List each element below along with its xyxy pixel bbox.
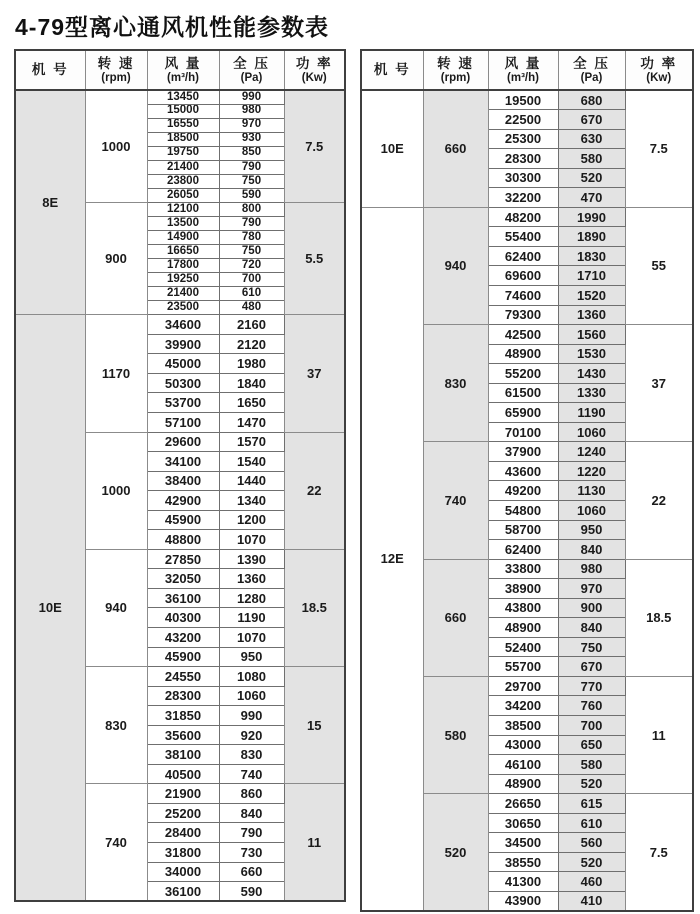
- pressure-cell: 1280: [219, 588, 284, 608]
- power-cell: 18.5: [625, 559, 693, 676]
- rpm-cell: 830: [423, 325, 488, 442]
- table-header: [15, 50, 345, 90]
- pressure-cell: 980: [219, 104, 284, 118]
- airflow-cell: 30300: [488, 168, 558, 188]
- airflow-cell: 65900: [488, 403, 558, 423]
- airflow-cell: 43200: [147, 628, 219, 648]
- airflow-cell: 38400: [147, 471, 219, 491]
- pressure-cell: 900: [558, 598, 625, 618]
- header-row: [15, 50, 345, 90]
- airflow-cell: 16550: [147, 118, 219, 132]
- airflow-cell: 40300: [147, 608, 219, 628]
- airflow-cell: 48900: [488, 618, 558, 638]
- pressure-cell: 480: [219, 301, 284, 315]
- pressure-cell: 610: [558, 813, 625, 833]
- airflow-cell: 52400: [488, 637, 558, 657]
- fan-spec-table-right: [360, 49, 694, 912]
- table-header: [361, 50, 693, 90]
- pressure-cell: 470: [558, 188, 625, 208]
- airflow-cell: 22500: [488, 110, 558, 130]
- pressure-cell: 1060: [219, 686, 284, 706]
- airflow-cell: 43800: [488, 598, 558, 618]
- airflow-cell: 38550: [488, 852, 558, 872]
- model-cell: 12E: [361, 207, 423, 911]
- airflow-cell: 23500: [147, 301, 219, 315]
- airflow-cell: 31800: [147, 843, 219, 863]
- model-cell: 8E: [15, 90, 85, 315]
- pressure-cell: 650: [558, 735, 625, 755]
- airflow-cell: 34100: [147, 452, 219, 472]
- pressure-cell: 520: [558, 168, 625, 188]
- airflow-cell: 42500: [488, 325, 558, 345]
- power-cell: 11: [284, 784, 345, 901]
- airflow-cell: 48900: [488, 344, 558, 364]
- airflow-cell: 55700: [488, 657, 558, 677]
- power-cell: 37: [284, 315, 345, 432]
- pressure-cell: 580: [558, 149, 625, 169]
- airflow-cell: 62400: [488, 540, 558, 560]
- airflow-cell: 34600: [147, 315, 219, 335]
- pressure-cell: 840: [558, 540, 625, 560]
- power-cell: 22: [284, 432, 345, 549]
- airflow-cell: 21900: [147, 784, 219, 804]
- airflow-cell: 45900: [147, 510, 219, 530]
- power-cell: 18.5: [284, 549, 345, 666]
- airflow-cell: 27850: [147, 549, 219, 569]
- pressure-cell: 410: [558, 891, 625, 911]
- power-cell: 7.5: [625, 90, 693, 207]
- rpm-cell: 1000: [85, 432, 147, 549]
- airflow-cell: 38900: [488, 579, 558, 599]
- airflow-cell: 25200: [147, 803, 219, 823]
- airflow-cell: 43000: [488, 735, 558, 755]
- pressure-cell: 1360: [558, 305, 625, 325]
- pressure-cell: 860: [219, 784, 284, 804]
- pressure-cell: 610: [219, 287, 284, 301]
- airflow-cell: 19250: [147, 273, 219, 287]
- table-row: [15, 90, 345, 104]
- pressure-cell: 1890: [558, 227, 625, 247]
- pressure-cell: 750: [219, 174, 284, 188]
- pressure-cell: 460: [558, 872, 625, 892]
- pressure-cell: 790: [219, 216, 284, 230]
- airflow-cell: 30650: [488, 813, 558, 833]
- pressure-cell: 590: [219, 188, 284, 202]
- airflow-cell: 58700: [488, 520, 558, 540]
- power-cell: 7.5: [284, 90, 345, 202]
- airflow-cell: 14900: [147, 230, 219, 244]
- airflow-cell: 38500: [488, 716, 558, 736]
- rpm-cell: 940: [423, 207, 488, 324]
- table-body: [15, 90, 345, 901]
- pressure-cell: 660: [219, 862, 284, 882]
- pressure-cell: 700: [558, 716, 625, 736]
- pressure-cell: 1190: [219, 608, 284, 628]
- pressure-cell: 2160: [219, 315, 284, 335]
- airflow-cell: 38100: [147, 745, 219, 765]
- airflow-cell: 45000: [147, 354, 219, 374]
- power-cell: 22: [625, 442, 693, 559]
- col-header-airflow: 风 量 (m³/h): [488, 50, 558, 90]
- airflow-cell: 49200: [488, 481, 558, 501]
- pressure-cell: 1360: [219, 569, 284, 589]
- airflow-cell: 62400: [488, 246, 558, 266]
- airflow-cell: 41300: [488, 872, 558, 892]
- airflow-cell: 36100: [147, 588, 219, 608]
- pressure-cell: 990: [219, 706, 284, 726]
- pressure-cell: 840: [558, 618, 625, 638]
- airflow-cell: 48900: [488, 774, 558, 794]
- pressure-cell: 520: [558, 852, 625, 872]
- pressure-cell: 670: [558, 110, 625, 130]
- pressure-cell: 1330: [558, 383, 625, 403]
- airflow-cell: 35600: [147, 725, 219, 745]
- airflow-cell: 26050: [147, 188, 219, 202]
- col-header-rpm: 转 速 (rpm): [85, 50, 147, 90]
- power-cell: 55: [625, 207, 693, 324]
- pressure-cell: 950: [219, 647, 284, 667]
- airflow-cell: 23800: [147, 174, 219, 188]
- airflow-cell: 70100: [488, 422, 558, 442]
- pressure-cell: 1060: [558, 500, 625, 520]
- airflow-cell: 34000: [147, 862, 219, 882]
- col-header-power: 功 率 (Kw): [625, 50, 693, 90]
- airflow-cell: 21400: [147, 287, 219, 301]
- airflow-cell: 16650: [147, 245, 219, 259]
- pressure-cell: 615: [558, 794, 625, 814]
- rpm-cell: 1000: [85, 90, 147, 202]
- pressure-cell: 730: [219, 843, 284, 863]
- pressure-cell: 850: [219, 146, 284, 160]
- pressure-cell: 830: [219, 745, 284, 765]
- pressure-cell: 1570: [219, 432, 284, 452]
- pressure-cell: 740: [219, 764, 284, 784]
- pressure-cell: 1080: [219, 667, 284, 687]
- pressure-cell: 770: [558, 676, 625, 696]
- airflow-cell: 55200: [488, 364, 558, 384]
- airflow-cell: 32200: [488, 188, 558, 208]
- rpm-cell: 660: [423, 90, 488, 207]
- airflow-cell: 29700: [488, 676, 558, 696]
- power-cell: 15: [284, 667, 345, 784]
- airflow-cell: 54800: [488, 500, 558, 520]
- airflow-cell: 19750: [147, 146, 219, 160]
- airflow-cell: 40500: [147, 764, 219, 784]
- airflow-cell: 13500: [147, 216, 219, 230]
- pressure-cell: 670: [558, 657, 625, 677]
- airflow-cell: 15000: [147, 104, 219, 118]
- airflow-cell: 53700: [147, 393, 219, 413]
- pressure-cell: 750: [219, 245, 284, 259]
- airflow-cell: 39900: [147, 334, 219, 354]
- rpm-cell: 830: [85, 667, 147, 784]
- airflow-cell: 57100: [147, 412, 219, 432]
- airflow-cell: 69600: [488, 266, 558, 286]
- airflow-cell: 43600: [488, 461, 558, 481]
- airflow-cell: 50300: [147, 373, 219, 393]
- col-header-rpm: 转 速 (rpm): [423, 50, 488, 90]
- pressure-cell: 520: [558, 774, 625, 794]
- pressure-cell: 1990: [558, 207, 625, 227]
- model-cell: 10E: [15, 315, 85, 901]
- pressure-cell: 1200: [219, 510, 284, 530]
- airflow-cell: 28300: [147, 686, 219, 706]
- pressure-cell: 750: [558, 637, 625, 657]
- power-cell: 5.5: [284, 202, 345, 314]
- col-header-model: 机 号: [361, 50, 423, 90]
- airflow-cell: 17800: [147, 259, 219, 273]
- airflow-cell: 26650: [488, 794, 558, 814]
- airflow-cell: 45900: [147, 647, 219, 667]
- pressure-cell: 1240: [558, 442, 625, 462]
- pressure-cell: 840: [219, 803, 284, 823]
- rpm-cell: 660: [423, 559, 488, 676]
- pressure-cell: 970: [558, 579, 625, 599]
- pressure-cell: 590: [219, 882, 284, 902]
- pressure-cell: 1650: [219, 393, 284, 413]
- airflow-cell: 79300: [488, 305, 558, 325]
- pressure-cell: 1470: [219, 412, 284, 432]
- rpm-cell: 580: [423, 676, 488, 793]
- airflow-cell: 18500: [147, 132, 219, 146]
- pressure-cell: 950: [558, 520, 625, 540]
- pressure-cell: 1430: [558, 364, 625, 384]
- pressure-cell: 970: [219, 118, 284, 132]
- airflow-cell: 19500: [488, 90, 558, 110]
- rpm-cell: 940: [85, 549, 147, 666]
- pressure-cell: 1840: [219, 373, 284, 393]
- airflow-cell: 61500: [488, 383, 558, 403]
- airflow-cell: 34200: [488, 696, 558, 716]
- pressure-cell: 630: [558, 129, 625, 149]
- rpm-cell: 900: [85, 202, 147, 314]
- airflow-cell: 48200: [488, 207, 558, 227]
- rpm-cell: 1170: [85, 315, 147, 432]
- pressure-cell: 1070: [219, 628, 284, 648]
- page-title: 4-79型离心通风机性能参数表: [15, 14, 330, 40]
- pressure-cell: 920: [219, 725, 284, 745]
- rpm-cell: 740: [85, 784, 147, 901]
- airflow-cell: 21400: [147, 160, 219, 174]
- airflow-cell: 55400: [488, 227, 558, 247]
- pressure-cell: 1130: [558, 481, 625, 501]
- pressure-cell: 1070: [219, 530, 284, 550]
- pressure-cell: 800: [219, 202, 284, 216]
- header-row: [361, 50, 693, 90]
- airflow-cell: 33800: [488, 559, 558, 579]
- tables-container: [0, 49, 700, 912]
- airflow-cell: 46100: [488, 755, 558, 775]
- airflow-cell: 36100: [147, 882, 219, 902]
- airflow-cell: 74600: [488, 285, 558, 305]
- pressure-cell: 1530: [558, 344, 625, 364]
- table-body: [361, 90, 693, 911]
- pressure-cell: 680: [558, 90, 625, 110]
- airflow-cell: 24550: [147, 667, 219, 687]
- airflow-cell: 42900: [147, 491, 219, 511]
- pressure-cell: 580: [558, 755, 625, 775]
- pressure-cell: 990: [219, 90, 284, 104]
- pressure-cell: 980: [558, 559, 625, 579]
- pressure-cell: 780: [219, 230, 284, 244]
- pressure-cell: 1540: [219, 452, 284, 472]
- col-header-power: 功 率 (Kw): [284, 50, 345, 90]
- pressure-cell: 1980: [219, 354, 284, 374]
- rpm-cell: 520: [423, 794, 488, 911]
- pressure-cell: 1390: [219, 549, 284, 569]
- model-cell: 10E: [361, 90, 423, 207]
- pressure-cell: 1340: [219, 491, 284, 511]
- airflow-cell: 48800: [147, 530, 219, 550]
- table-row: [361, 207, 693, 227]
- airflow-cell: 29600: [147, 432, 219, 452]
- pressure-cell: 1710: [558, 266, 625, 286]
- airflow-cell: 12100: [147, 202, 219, 216]
- pressure-cell: 930: [219, 132, 284, 146]
- pressure-cell: 790: [219, 823, 284, 843]
- pressure-cell: 700: [219, 273, 284, 287]
- pressure-cell: 790: [219, 160, 284, 174]
- pressure-cell: 2120: [219, 334, 284, 354]
- airflow-cell: 28300: [488, 149, 558, 169]
- power-cell: 7.5: [625, 794, 693, 911]
- power-cell: 11: [625, 676, 693, 793]
- table-row: [15, 315, 345, 335]
- col-header-pressure: 全 压 (Pa): [558, 50, 625, 90]
- airflow-cell: 37900: [488, 442, 558, 462]
- power-cell: 37: [625, 325, 693, 442]
- airflow-cell: 34500: [488, 833, 558, 853]
- rpm-cell: 740: [423, 442, 488, 559]
- airflow-cell: 28400: [147, 823, 219, 843]
- pressure-cell: 1220: [558, 461, 625, 481]
- pressure-cell: 1190: [558, 403, 625, 423]
- pressure-cell: 1060: [558, 422, 625, 442]
- pressure-cell: 760: [558, 696, 625, 716]
- pressure-cell: 1560: [558, 325, 625, 345]
- pressure-cell: 560: [558, 833, 625, 853]
- airflow-cell: 32050: [147, 569, 219, 589]
- pressure-cell: 1520: [558, 285, 625, 305]
- pressure-cell: 1440: [219, 471, 284, 491]
- col-header-model: 机 号: [15, 50, 85, 90]
- col-header-pressure: 全 压 (Pa): [219, 50, 284, 90]
- pressure-cell: 720: [219, 259, 284, 273]
- airflow-cell: 31850: [147, 706, 219, 726]
- table-row: [361, 90, 693, 110]
- airflow-cell: 43900: [488, 891, 558, 911]
- pressure-cell: 1830: [558, 246, 625, 266]
- airflow-cell: 25300: [488, 129, 558, 149]
- col-header-airflow: 风 量 (m³/h): [147, 50, 219, 90]
- fan-spec-table-left: [14, 49, 346, 902]
- airflow-cell: 13450: [147, 90, 219, 104]
